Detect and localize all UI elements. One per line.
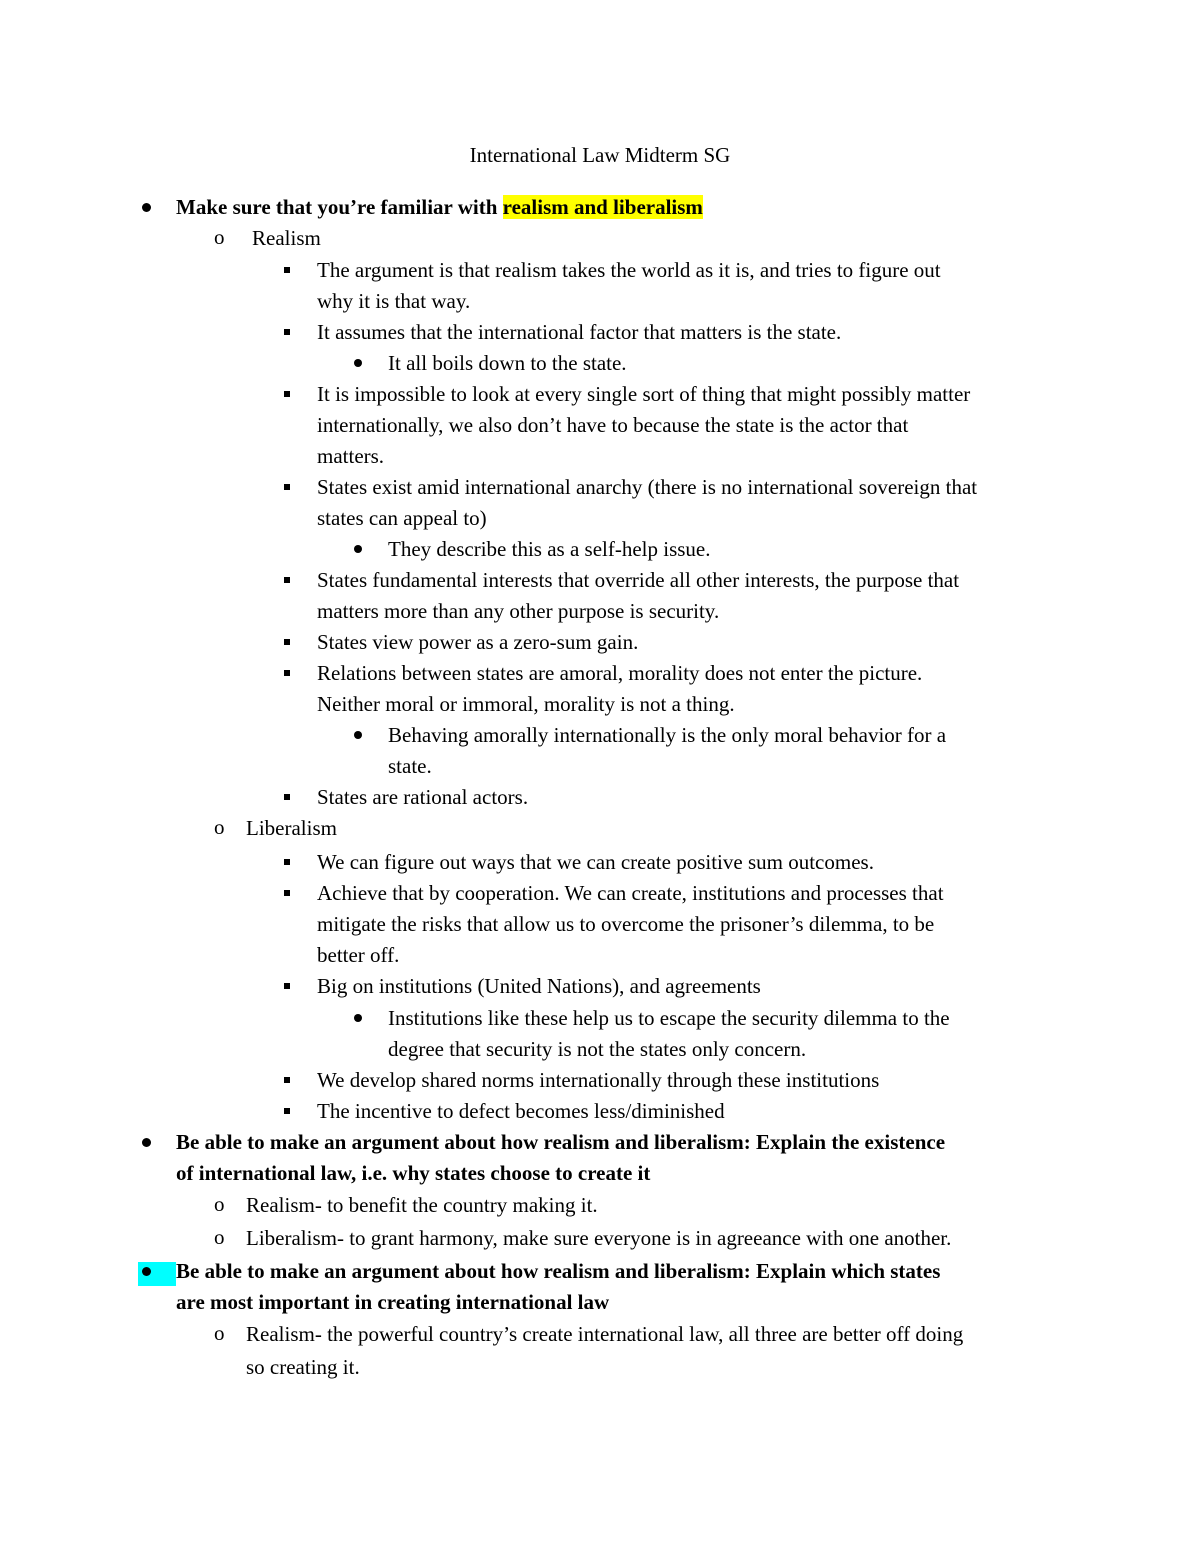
realism-point-5-line-2: matters more than any other purpose is security. bbox=[317, 599, 720, 623]
realism-point-1-line-2: why it is that way. bbox=[317, 289, 471, 313]
circle-bullet-icon: o bbox=[214, 815, 225, 839]
realism-point-4-sub: They describe this as a self-help issue. bbox=[388, 537, 711, 561]
square-bullet-icon bbox=[284, 329, 290, 335]
liberalism-point-4: We develop shared norms internationally through these institutions bbox=[317, 1068, 880, 1092]
realism-point-6: States view power as a zero-sum gain. bbox=[317, 630, 639, 654]
bullet-dot-icon bbox=[354, 545, 362, 553]
section1-prefix: Make sure that you’re familiar with bbox=[176, 195, 503, 219]
section2-heading-line-1: Be able to make an argument about how realism and liberalism: Explain the existence bbox=[176, 1130, 946, 1154]
liberalism-point-2-line-1: Achieve that by cooperation. We can create, institutions and processes that bbox=[317, 881, 944, 905]
circle-bullet-icon: o bbox=[214, 1225, 225, 1249]
realism-point-1-line-1: The argument is that realism takes the world as it is, and tries to figure out bbox=[317, 258, 941, 282]
liberalism-point-3: Big on institutions (United Nations), and agreements bbox=[317, 974, 761, 998]
bullet-dot-icon bbox=[354, 731, 362, 739]
square-bullet-icon bbox=[284, 577, 290, 583]
section1-highlight: realism and liberalism bbox=[502, 195, 703, 219]
liberalism-point-2-line-2: mitigate the risks that allow us to overcome the prisoner’s dilemma, to be bbox=[317, 912, 935, 936]
liberalism-point-3-sub-line-1: Institutions like these help us to escape the security dilemma to the bbox=[388, 1006, 950, 1030]
realism-point-7-line-2: Neither moral or immoral, morality is not a thing. bbox=[317, 692, 735, 716]
realism-heading: Realism bbox=[252, 226, 321, 250]
square-bullet-icon bbox=[284, 1077, 290, 1083]
square-bullet-icon bbox=[284, 484, 290, 490]
realism-point-7-sub-line-1: Behaving amorally internationally is the only moral behavior for a bbox=[388, 723, 947, 747]
realism-point-7-sub-line-2: state. bbox=[388, 754, 432, 778]
square-bullet-icon bbox=[284, 670, 290, 676]
document-title: International Law Midterm SG bbox=[469, 143, 731, 167]
circle-bullet-icon: o bbox=[214, 225, 225, 249]
square-bullet-icon bbox=[284, 794, 290, 800]
liberalism-point-3-sub-line-2: degree that security is not the states only concern. bbox=[388, 1037, 807, 1061]
realism-point-4-line-2: states can appeal to) bbox=[317, 506, 487, 530]
section2-heading-line-2: of international law, i.e. why states choose to create it bbox=[176, 1161, 651, 1185]
circle-bullet-icon: o bbox=[214, 1192, 225, 1216]
liberalism-point-2-line-3: better off. bbox=[317, 943, 400, 967]
section3-heading-line-2: are most important in creating international law bbox=[176, 1290, 610, 1314]
square-bullet-icon bbox=[284, 890, 290, 896]
bullet-dot-icon bbox=[142, 1267, 151, 1276]
bullet-dot-icon bbox=[354, 359, 362, 367]
realism-point-4-line-1: States exist amid international anarchy (there is no international sovereign that bbox=[317, 475, 978, 499]
bullet-dot-icon bbox=[354, 1014, 362, 1022]
square-bullet-icon bbox=[284, 267, 290, 273]
realism-point-5-line-1: States fundamental interests that override all other interests, the purpose that bbox=[317, 568, 960, 592]
realism-point-7-line-1: Relations between states are amoral, morality does not enter the picture. bbox=[317, 661, 923, 685]
realism-point-3-line-2: internationally, we also don’t have to because the state is the actor that bbox=[317, 413, 909, 437]
liberalism-heading: Liberalism bbox=[246, 816, 337, 840]
liberalism-point-5: The incentive to defect becomes less/diminished bbox=[317, 1099, 725, 1123]
section2-liberalism: Liberalism- to grant harmony, make sure everyone is in agreeance with one another. bbox=[246, 1226, 952, 1250]
section2-realism: Realism- to benefit the country making it. bbox=[246, 1193, 598, 1217]
realism-point-3-line-3: matters. bbox=[317, 444, 385, 468]
bullet-dot-icon bbox=[142, 1138, 151, 1147]
realism-point-2: It assumes that the international factor that matters is the state. bbox=[317, 320, 842, 344]
section1-heading bbox=[176, 192, 703, 223]
bullet-dot-icon bbox=[142, 203, 151, 212]
section3-realism-line-2: so creating it. bbox=[246, 1355, 360, 1379]
section3-heading-line-1: Be able to make an argument about how realism and liberalism: Explain which states bbox=[176, 1259, 941, 1283]
realism-point-2-sub: It all boils down to the state. bbox=[388, 351, 627, 375]
section3-realism-line-1: Realism- the powerful country’s create international law, all three are better off doing bbox=[246, 1322, 964, 1346]
realism-point-8: States are rational actors. bbox=[317, 785, 529, 809]
circle-bullet-icon: o bbox=[214, 1321, 225, 1345]
square-bullet-icon bbox=[284, 391, 290, 397]
square-bullet-icon bbox=[284, 983, 290, 989]
square-bullet-icon bbox=[284, 639, 290, 645]
square-bullet-icon bbox=[284, 859, 290, 865]
realism-point-3-line-1: It is impossible to look at every single sort of thing that might possibly matter bbox=[317, 382, 971, 406]
square-bullet-icon bbox=[284, 1108, 290, 1114]
liberalism-point-1: We can figure out ways that we can create positive sum outcomes. bbox=[317, 850, 874, 874]
